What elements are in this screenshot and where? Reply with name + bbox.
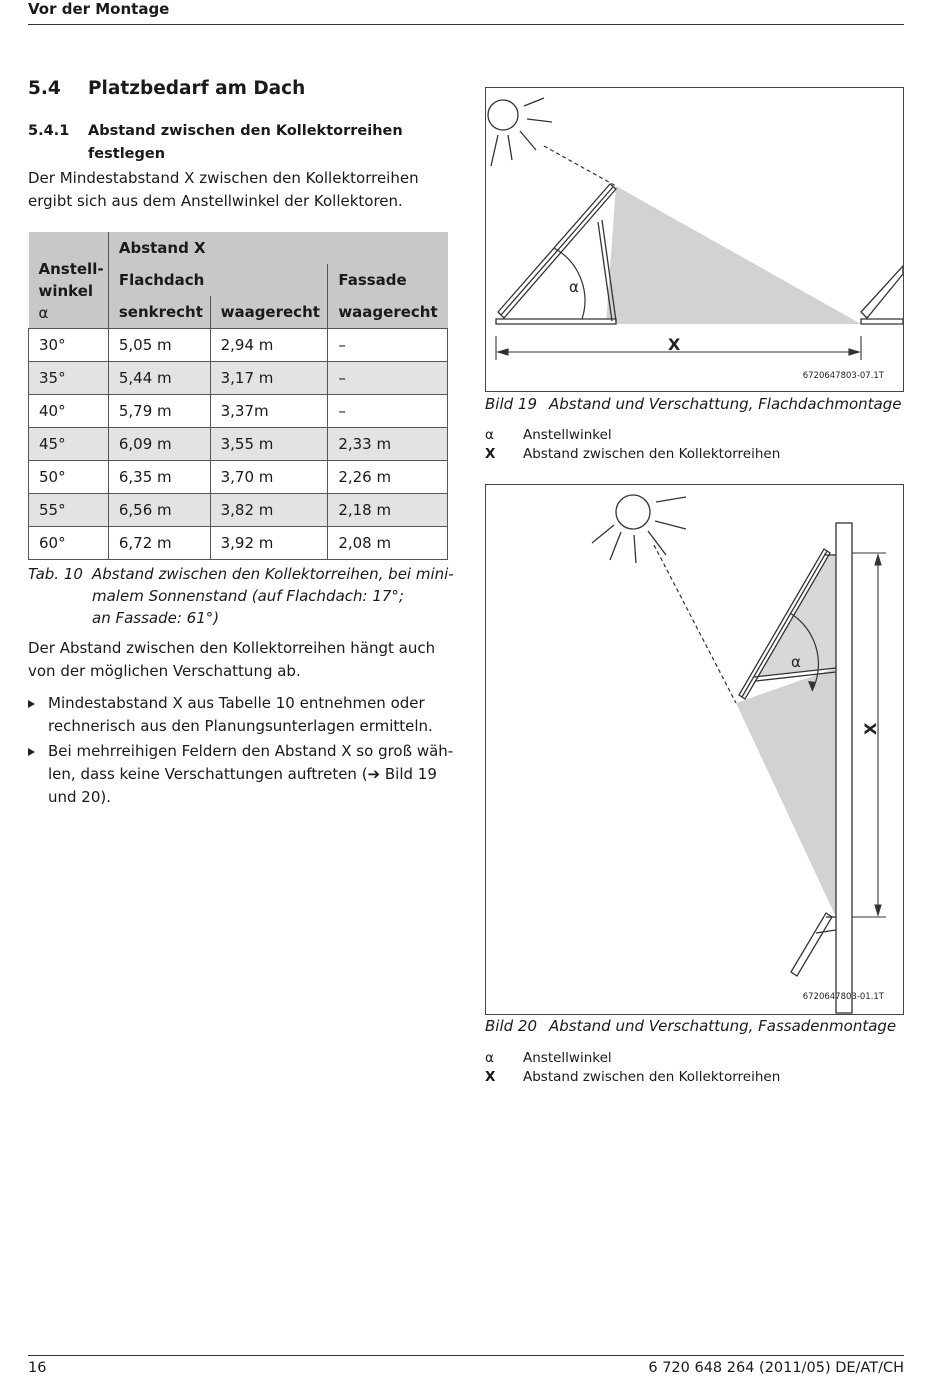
figure19-legend-row xyxy=(485,446,780,462)
footer-rule xyxy=(28,1355,904,1356)
legend-symbol: X xyxy=(485,446,496,462)
cell-fassade: – xyxy=(328,362,448,395)
legend-text: Anstellwinkel xyxy=(523,1050,612,1066)
cell-waagerecht: 3,37m xyxy=(210,395,328,428)
figure20-legend-row xyxy=(485,1069,780,1085)
header-waagerecht-flach: waagerecht xyxy=(210,296,328,329)
sun-icon xyxy=(488,98,552,166)
header-abstand: Abstand X xyxy=(108,232,447,264)
subsection-number: 5.4.1 xyxy=(28,123,70,139)
legend-symbol: X xyxy=(485,1069,496,1085)
figure20-caption-num: Bild 20 xyxy=(485,1017,538,1035)
angle-label: α xyxy=(791,653,801,671)
shadow-area xyxy=(736,668,836,917)
sun-ray xyxy=(544,146,616,186)
header-fassade: Fassade xyxy=(328,264,448,296)
header-angle xyxy=(29,232,109,329)
bullet-line: und 20). xyxy=(48,788,112,806)
cell-angle: 60° xyxy=(29,527,109,560)
section-number: 5.4 xyxy=(28,78,61,99)
table-caption-text xyxy=(92,563,454,629)
bullet-line: rechnerisch aus den Planungsunterlagen ermitteln. xyxy=(48,717,433,735)
cell-waagerecht: 3,70 m xyxy=(210,461,328,494)
figure19-code: 6720647803-07.1T xyxy=(802,371,884,381)
legend-text: Abstand zwischen den Kollektorreihen xyxy=(523,1069,781,1085)
cell-senkrecht: 6,56 m xyxy=(108,494,210,527)
intro-paragraph xyxy=(28,167,419,213)
intro-line1: Der Mindestabstand X zwischen den Kollektorreihen xyxy=(28,169,419,187)
header-alpha: α xyxy=(38,304,49,322)
legend-text: Anstellwinkel xyxy=(523,427,612,443)
facade-diagram xyxy=(486,485,903,1014)
figure20-facade xyxy=(485,484,904,1015)
shading-paragraph xyxy=(28,637,435,683)
subsection-title xyxy=(88,120,403,166)
cell-waagerecht: 2,94 m xyxy=(210,329,328,362)
figure20-code: 6720647803-01.1T xyxy=(802,992,884,1002)
table-caption-line2: malem Sonnenstand (auf Flachdach: 17°; xyxy=(92,587,404,605)
section-title: Platzbedarf am Dach xyxy=(88,78,306,99)
cell-fassade: 2,33 m xyxy=(328,428,448,461)
table-row xyxy=(29,395,448,428)
header-flachdach: Flachdach xyxy=(108,264,327,296)
bullet-arrow-icon xyxy=(28,700,35,708)
table-caption-line3: an Fassade: 61°) xyxy=(92,609,220,627)
cell-angle: 30° xyxy=(29,329,109,362)
cell-senkrecht: 5,05 m xyxy=(108,329,210,362)
figure20-caption-text: Abstand und Verschattung, Fassadenmontage xyxy=(549,1017,897,1035)
header-senkrecht: senkrecht xyxy=(108,296,210,329)
cell-waagerecht: 3,17 m xyxy=(210,362,328,395)
page-number: 16 xyxy=(28,1360,47,1376)
bullet-item xyxy=(28,740,458,809)
table-row xyxy=(29,428,448,461)
legend-symbol: α xyxy=(485,1050,494,1066)
cell-angle: 50° xyxy=(29,461,109,494)
cell-senkrecht: 6,35 m xyxy=(108,461,210,494)
figure19-legend-row xyxy=(485,427,612,443)
cell-senkrecht: 6,09 m xyxy=(108,428,210,461)
bullet-line: Bei mehrreihigen Feldern den Abstand X so groß wäh- xyxy=(48,742,454,760)
figure19-flat-roof xyxy=(485,87,904,392)
cell-fassade: – xyxy=(328,395,448,428)
cell-fassade: 2,18 m xyxy=(328,494,448,527)
flat-roof-diagram xyxy=(486,88,903,391)
legend-text: Abstand zwischen den Kollektorreihen xyxy=(523,446,781,462)
angle-label: α xyxy=(569,278,579,296)
sun-ray xyxy=(654,545,736,703)
figure20-legend-row xyxy=(485,1050,612,1066)
facade-wall xyxy=(836,523,852,1013)
bullet-line: len, dass keine Verschattungen auftreten (➔ Bild 19 xyxy=(48,765,437,783)
table-row xyxy=(29,461,448,494)
table-caption-line1: Abstand zwischen den Kollektorreihen, bei mini- xyxy=(92,565,454,583)
cell-fassade: 2,08 m xyxy=(328,527,448,560)
collector-lower xyxy=(791,913,836,976)
cell-angle: 55° xyxy=(29,494,109,527)
cell-angle: 35° xyxy=(29,362,109,395)
cell-angle: 45° xyxy=(29,428,109,461)
figure19-caption-num: Bild 19 xyxy=(485,395,538,413)
document-reference: 6 720 648 264 (2011/05) DE/AT/CH xyxy=(648,1360,904,1376)
intro-line2: ergibt sich aus dem Anstellwinkel der Kollektoren. xyxy=(28,192,403,210)
subsection-title-line2: festlegen xyxy=(88,146,166,162)
cell-fassade: – xyxy=(328,329,448,362)
table-caption-label: Tab. 10 xyxy=(28,565,83,583)
figure19-caption-text: Abstand und Verschattung, Flachdachmontage xyxy=(549,395,902,413)
sun-icon xyxy=(592,495,686,563)
collector-right xyxy=(861,266,903,324)
distance-table xyxy=(28,232,448,560)
cell-angle: 40° xyxy=(29,395,109,428)
table-row xyxy=(29,362,448,395)
bullet-line: Mindestabstand X aus Tabelle 10 entnehmen oder xyxy=(48,694,425,712)
dimension-x-label: X xyxy=(668,335,681,354)
shadow-area xyxy=(606,186,861,324)
dimension-x-label: X xyxy=(861,722,880,735)
shading-line2: von der möglichen Verschattung ab. xyxy=(28,662,301,680)
cell-waagerecht: 3,82 m xyxy=(210,494,328,527)
header-rule xyxy=(28,24,904,25)
cell-senkrecht: 5,79 m xyxy=(108,395,210,428)
cell-senkrecht: 6,72 m xyxy=(108,527,210,560)
cell-senkrecht: 5,44 m xyxy=(108,362,210,395)
bullet-arrow-icon xyxy=(28,748,35,756)
cell-waagerecht: 3,92 m xyxy=(210,527,328,560)
bullet-item xyxy=(28,692,458,738)
subsection-title-line1: Abstand zwischen den Kollektorreihen xyxy=(88,123,403,139)
header-angle-line1: Anstell- xyxy=(38,260,104,278)
table-row xyxy=(29,527,448,560)
cell-waagerecht: 3,55 m xyxy=(210,428,328,461)
header-angle-line2: winkel xyxy=(38,282,94,300)
table-row xyxy=(29,329,448,362)
collector-left xyxy=(496,184,616,324)
table-row xyxy=(29,494,448,527)
shading-line1: Der Abstand zwischen den Kollektorreihen hängt auch xyxy=(28,639,436,657)
running-header: Vor der Montage xyxy=(28,0,170,18)
header-waagerecht-fassade: waagerecht xyxy=(328,296,448,329)
legend-symbol: α xyxy=(485,427,494,443)
cell-fassade: 2,26 m xyxy=(328,461,448,494)
